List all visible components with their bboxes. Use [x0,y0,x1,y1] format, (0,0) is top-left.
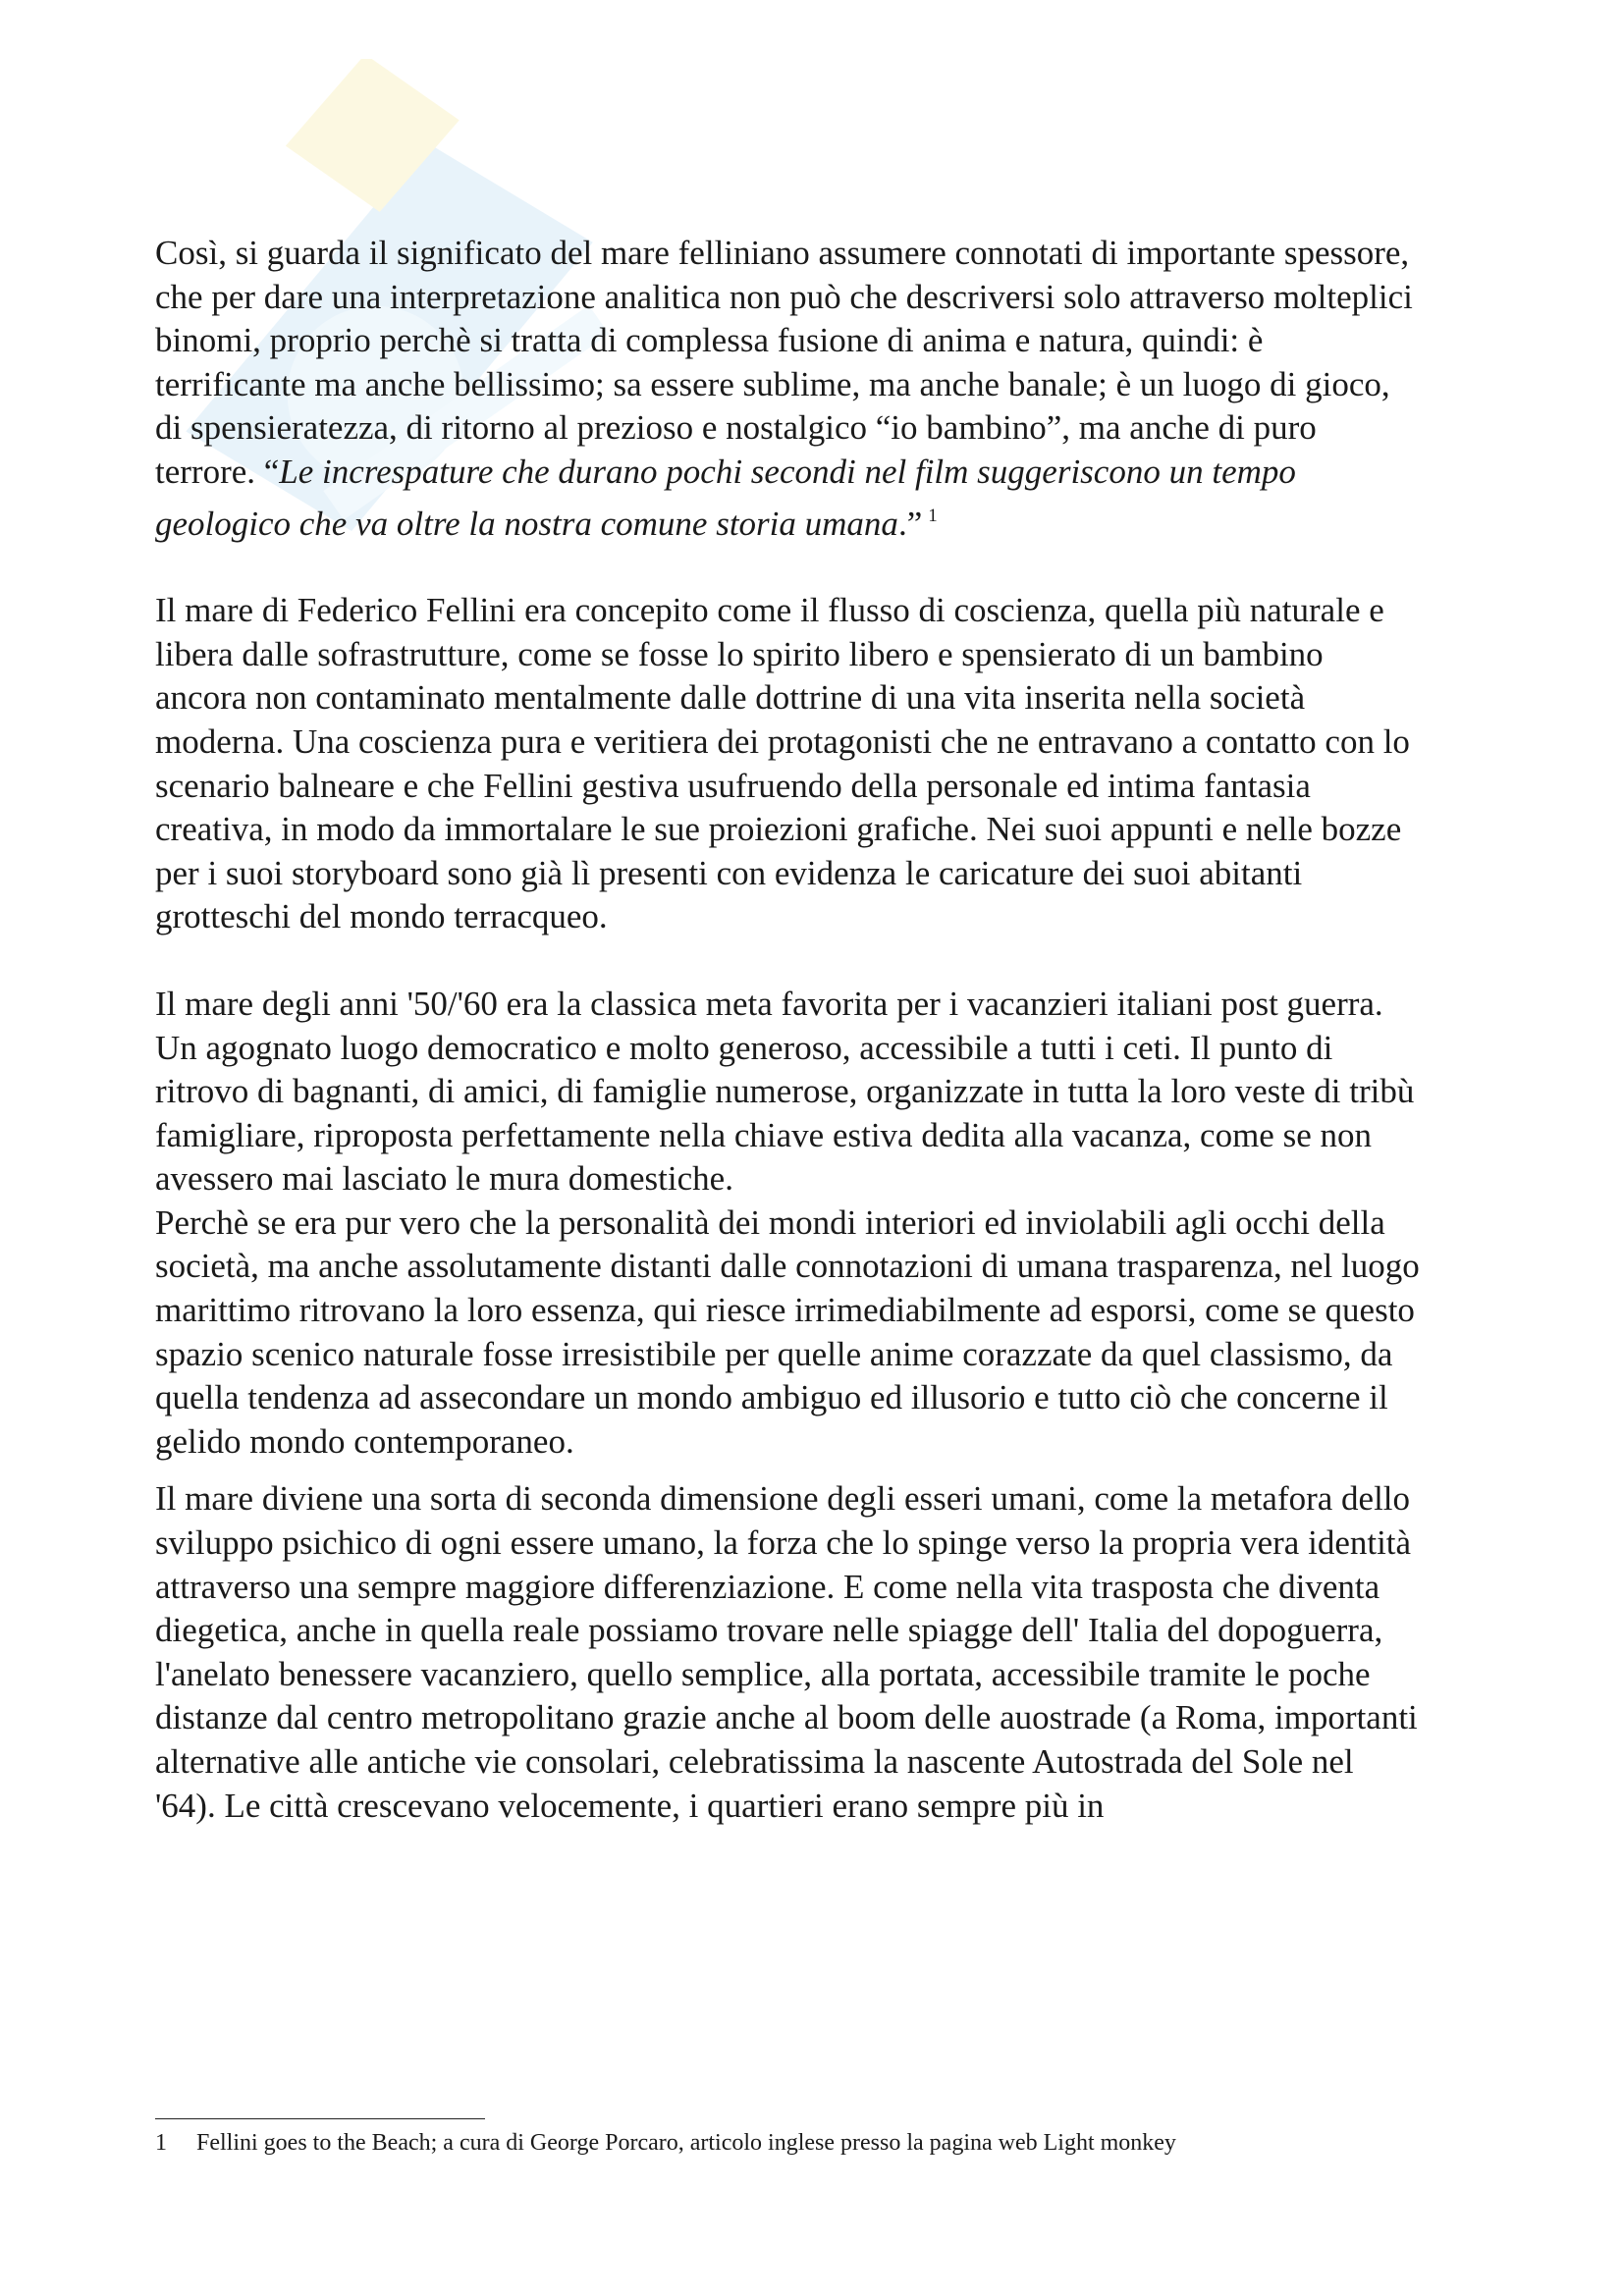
paragraph-4: Perchè se era pur vero che la personalità dei mondi interiori ed inviolabili agli occhi della società, ma anche assolutamente distanti dalle connotazioni di umana trasparenza, nel luogo marittimo ritrovano la loro essenza, qui riesce irrimediabilmente ad esporsi, come se questo spazio scenico naturale fosse irresistibile per quelle anime corazzate da quel classismo, da quella tendenza ad assecondare un mondo ambiguo ed illusorio e tutto ciò che concerne il gelido mondo contemporaneo. [155,1202,1420,1461]
footnote-divider [155,2118,485,2119]
paragraph-2: Il mare di Federico Fellini era concepito come il flusso di coscienza, quella più naturale e libera dalle sofrastrutture, come se fosse lo spirito libero e spensierato di un bambino ancora non contaminato mentalmente dalle dottrine di una vita inserita nella società moderna. Una coscienza pura e veritiera dei protagonisti che ne entravano a contatto con lo scenario balneare e che Fellini gestiva usufruendo della personale ed intima fantasia creativa, in modo da immortalare le sue proiezioni grafiche. Nei suoi appunti e nelle bozze per i suoi storyboard sono già lì presenti con evidenza le caricature dei suoi abitanti grotteschi del mondo terracqueo. [155,591,1410,936]
quote-close: .” [897,504,923,543]
footnote [155,2128,1432,2158]
paragraph-1 [155,232,1422,546]
italic-quote: Le increspature che durano pochi secondi nel film suggeriscono un tempo geologico che va oltre la nostra comune storia umana [155,452,1296,543]
footnote-reference[interactable]: 1 [928,505,938,526]
paragraph-3: Il mare degli anni '50/'60 era la classica meta favorita per i vacanzieri italiani post guerra. Un agognato luogo democratico e molto generoso, accessibile a tutti i ceti. Il punto di ritrovo di bagnanti, di amici, di famiglie numerose, organizzate in tutta la loro veste di tribù famigliare, riproposta perfettamente nella chiave estiva dedita alla vacanza, come se non avessero mai lasciato le mura domestiche. [155,984,1415,1199]
paragraph-1-text: Così, si guarda il significato del mare felliniano assumere connotati di importante spessore, che per dare una interpretazione analitica non può che descriversi solo attraverso molteplici binomi, proprio perchè si tratta di complessa fusione di anima e natura, quindi: è terrificante ma anche bellissimo; sa essere sublime, ma anche banale; è un luogo di gioco, di spensieratezza, di ritorno al prezioso e nostalgico “io bambino”, ma anche di puro terrore. “ [155,234,1413,491]
paragraph-5: Il mare diviene una sorta di seconda dimensione degli esseri umani, come la metafora dello sviluppo psichico di ogni essere umano, la forza che lo spinge verso la propria vera identità attraverso una sempre maggiore differenziazione. E come nella vita trasposta che diventa diegetica, anche in quella reale possiamo trovare nelle spiagge dell' Italia del dopoguerra, l'anelato benessere vacanziero, quello semplice, alla portata, accessibile tramite le poche distanze dal centro metropolitano grazie anche al boom delle auostrade (a Roma, importanti alternative alle antiche vie consolari, celebratissima la nascente Autostrada del Sole nel '64). Le città crescevano velocemente, i quartieri erano sempre più in [155,1479,1418,1825]
footnote-text: Fellini goes to the Beach; a cura di George Porcaro, articolo inglese presso la pagina web Light monkey [196,2130,1176,2156]
footnote-number: 1 [155,2130,167,2156]
document-body [155,232,1422,1828]
